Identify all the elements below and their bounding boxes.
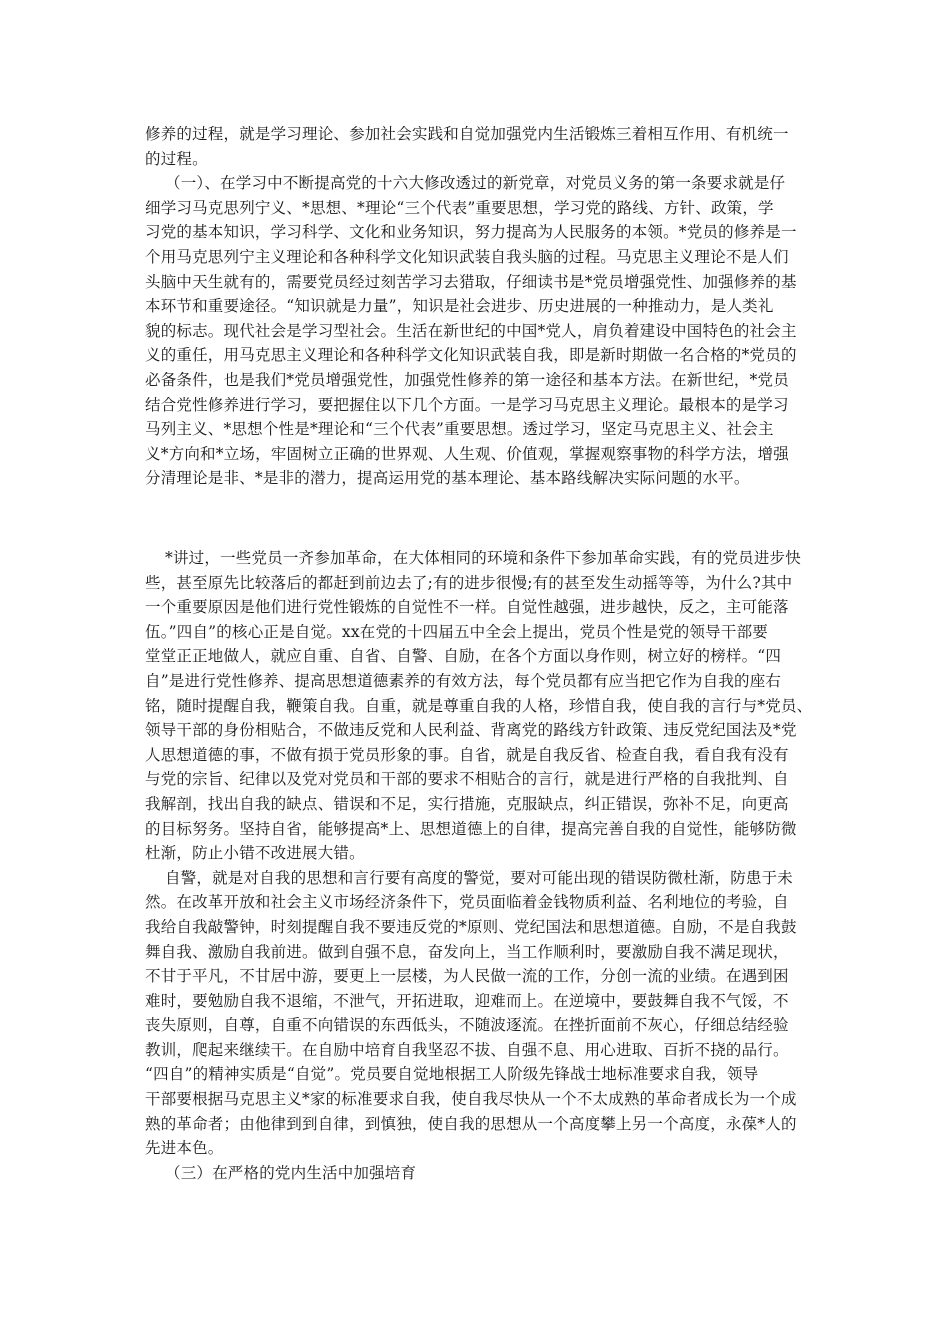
text-line: 一个重要原因是他们进行党性锻炼的自觉性不一样。自觉性越强，进步越快，反之，主可能落: [145, 598, 789, 617]
document-section-2: [145, 546, 813, 1185]
text-line: 领导干部的身份相贴合，不做违反党和人民利益、背离党的路线方针政策、违反党纪国法及*党: [145, 721, 797, 740]
text-line: 的目标努务。坚持自省，能够提高*上、思想道德上的自律，提高完善自我的自觉性，能够防微: [145, 819, 797, 838]
text-line: 貌的标志。现代社会是学习型社会。生活在新世纪的中国*党人，肩负着建设中国特色的社会主: [145, 321, 797, 340]
text-line: 杜渐，防止小错不改进展大错。: [145, 844, 365, 863]
text-line: 的过程。: [145, 149, 208, 168]
text-line: “四自”的精神实质是“自觉”。党员要自觉地根据工人阶级先锋战士地标准要求自我，领导: [145, 1065, 759, 1084]
text-line: 自”是进行党性修养、提高思想道德素养的有效方法，每个党员都有应当把它作为自我的座右: [145, 671, 782, 690]
document-section-1: [145, 122, 813, 491]
text-line: 些，甚至原先比较落后的都赶到前边去了;有的进步很慢;有的甚至发生动摇等等，为什么?其中: [145, 573, 793, 592]
text-line: （一）、在学习中不断提高党的十六大修改透过的新党章，对党员义务的第一条要求就是仔: [165, 174, 786, 193]
text-line: 然。在改革开放和社会主义市场经济条件下，党员面临着金钱物质利益、名利地位的考验，自: [145, 893, 789, 912]
text-line: 熟的革命者；由他律到到自律，到慎独，使自我的思想从一个高度攀上另一个高度，永葆*人的: [145, 1114, 797, 1133]
text-line: 丧失原则，自尊，自重不向错误的东西低头，不随波逐流。在挫折面前不灰心，仔细总结经验: [145, 1016, 789, 1035]
text-line: 义*方向和*立场，牢固树立正确的世界观、人生观、价值观，掌握观察事物的科学方法，增强: [145, 444, 789, 463]
text-line: 铭，随时提醒自我，鞭策自我。自重，就是尊重自我的人格，珍惜自我，使自我的言行与*党员、: [145, 696, 813, 715]
text-line: 习党的基本知识，学习科学、文化和业务知识，努力提高为人民服务的本领。*党员的修养是一: [145, 223, 797, 242]
text-line: 人思想道德的事，不做有损于党员形象的事。自省，就是自我反省、检查自我，看自我有没有: [145, 745, 789, 764]
text-line: 与党的宗旨、纪律以及党对党员和干部的要求不相贴合的言行，就是进行严格的自我批判、自: [145, 770, 789, 789]
text-line: 义的重任，用马克思主义理论和各种科学文化知识武装自我，即是新时期做一名合格的*党员的: [145, 346, 797, 365]
text-line: （三）在严格的党内生活中加强培育: [165, 1163, 417, 1182]
text-line: 干部要根据马克思主义*家的标准要求自我，使自我尽快从一个不太成熟的革命者成长为一个成: [145, 1090, 797, 1109]
text-line: 不甘于平凡，不甘居中游，要更上一层楼，为人民做一流的工作，分创一流的业绩。在遇到困: [145, 967, 789, 986]
text-line: 分清理论是非、*是非的潜力，提高运用党的基本理论、基本路线解决实际问题的水平。: [145, 469, 750, 488]
text-line: 难时，要勉励自我不退缩，不泄气，开拓进取，迎难而上。在逆境中，要鼓舞自我不气馁，不: [145, 991, 789, 1010]
text-line: 舞自我、激励自我前进。做到自强不息，奋发向上，当工作顺利时，要激励自我不满足现状，: [145, 942, 789, 961]
text-line: 细学习马克思列宁义、*思想、*理论“三个代表”重要思想，学习党的路线、方针、政策，学: [145, 198, 774, 217]
text-line: 先进本色。: [145, 1139, 224, 1158]
text-line: 头脑中天生就有的，需要党员经过刻苦学习去猎取，仔细读书是*党员增强党性、加强修养的基: [145, 272, 797, 291]
text-line: 结合党性修养进行学习，要把握住以下几个方面。一是学习马克思主义理论。最根本的是学习: [145, 395, 789, 414]
text-line: 伍。”四自”的核心正是自觉。xx在党的十四届五中全会上提出，党员个性是党的领导干部要: [145, 622, 768, 641]
text-line: 教训，爬起来继续干。在自励中培育自我坚忍不拔、自强不息、用心进取、百折不挠的品行。: [145, 1040, 789, 1059]
text-line: 我给自我敲警钟，时刻提醒自我不要违反党的*原则、党纪国法和思想道德。自励，不是自我鼓: [145, 917, 797, 936]
text-line: *讲过，一些党员一齐参加革命，在大体相同的环境和条件下参加革命实践，有的党员进步快: [165, 549, 801, 567]
text-line: 马列主义、*思想个性是*理论和“三个代表”重要思想。透过学习，坚定马克思主义、社会主: [145, 420, 774, 439]
text-line: 个用马克思列宁主义理论和各种科学文化知识武装自我头脑的过程。马克思主义理论不是人们: [145, 247, 789, 266]
text-line: 自警，就是对自我的思想和言行要有高度的警觉，要对可能出现的错误防微杜渐，防患于未: [165, 868, 794, 887]
text-line: 修养的过程，就是学习理论、参加社会实践和自觉加强党内生活锻炼三着相互作用、有机统一: [145, 125, 789, 143]
text-line: 我解剖，找出自我的缺点、错误和不足，实行措施，克服缺点，纠正错误，弥补不足，向更高: [145, 794, 789, 813]
text-line: 堂堂正正地做人，就应自重、自省、自警、自励，在各个方面以身作则，树立好的榜样。“四: [145, 647, 782, 666]
text-line: 本环节和重要途径。“知识就是力量”，知识是社会进步、历史进展的一种推动力，是人类礼: [145, 297, 774, 316]
text-line: 必备条件，也是我们*党员增强党性，加强党性修养的第一途径和基本方法。在新世纪，*党员: [145, 370, 789, 389]
